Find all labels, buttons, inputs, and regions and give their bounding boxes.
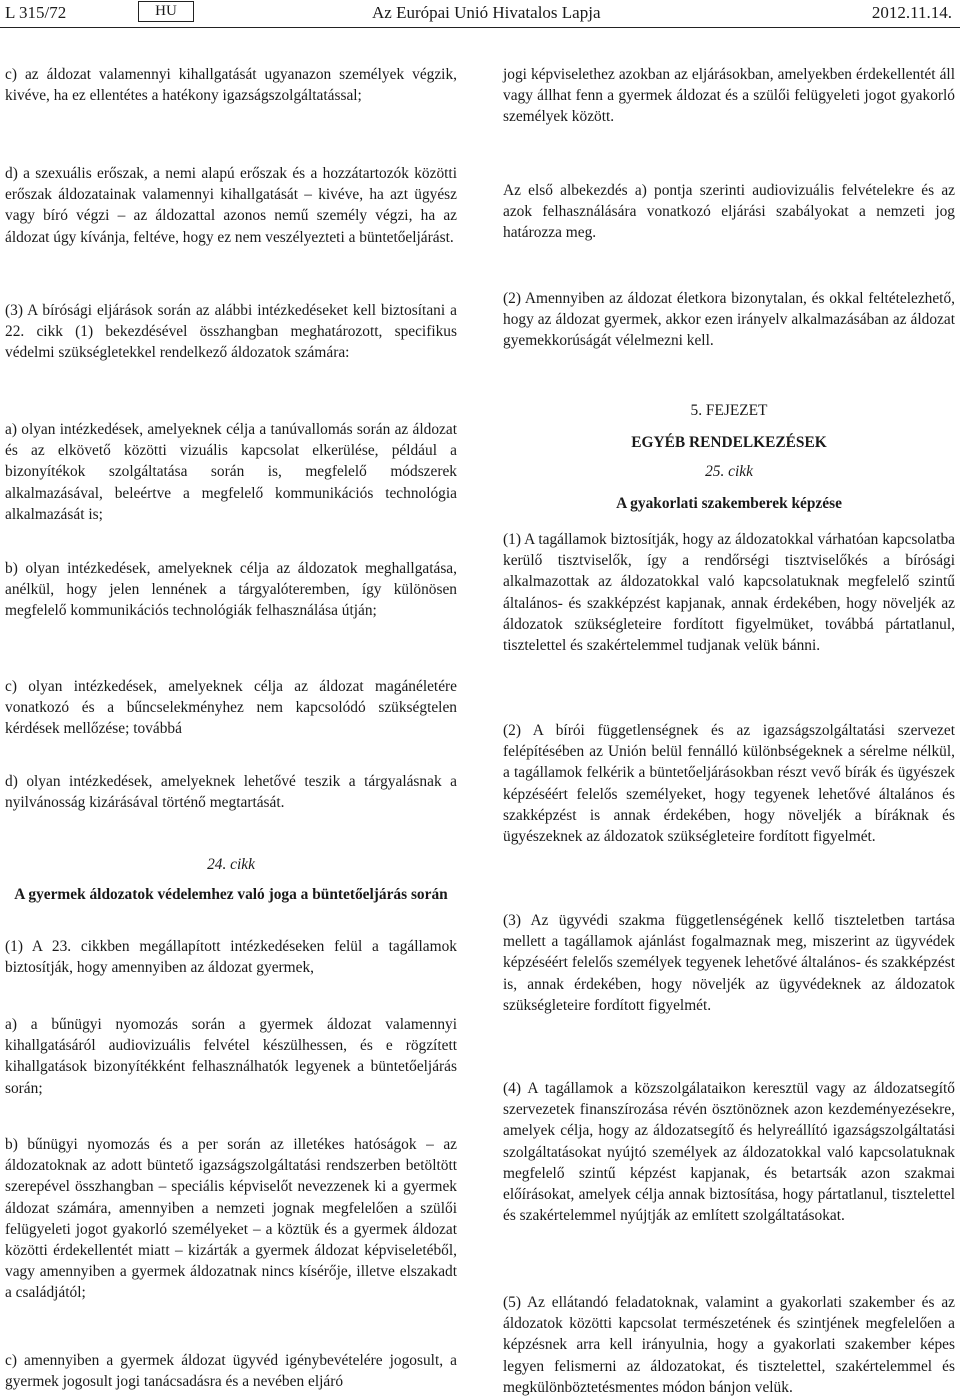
article-number: 24. cikk (207, 856, 255, 873)
header-rule (0, 27, 960, 28)
paragraph: (3) Az ügyvédi szakma függetlenségének kellő tiszteletben tartása mellett a tagállamok ajánlást fogalmaznak meg, miszerint az ügyvédek képzéséért felelős személyek tegyenek lehetővé általános- és szakképzést is, annak érdekében, hogy növeljék az ügyvédeknek az áldozatok szükségleteire fordított figyelmét. (503, 912, 955, 1014)
paragraph: d) olyan intézkedések, amelyeknek lehetővé teszik a tárgyalásnak a nyilvánosság kizárásával történő megtartását. (5, 773, 457, 812)
paragraph: c) amennyiben a gyermek áldozat ügyvéd igénybevételére jogosult, a gyermek jogosult jogi tanácsadásra és a nevében eljáró (5, 1352, 457, 1391)
chapter-title: EGYÉB RENDELKEZÉSEK (631, 434, 827, 451)
language-code-box: HU (138, 1, 194, 22)
article-number: 25. cikk (705, 463, 753, 480)
paragraph: a) olyan intézkedések, amelyeknek célja a tanúvallomás során az áldozat és az elkövető közötti vizuális kapcsolat elkerülése, például a bizonyítékok szolgáltatása során is, megfelelő módszerek alkalmazásával, beleértve a megfelelő kommunikációs technológia alkalmazását is; (5, 421, 457, 523)
paragraph: (2) A bírói függetlenségnek és az igazságszolgáltatási szervezet felépítésében az Unión belül fennálló különbségeknek a sérelme nélkül, a tagállamok felkérik a büntetőeljárásokban részt vevő bírák és ügyészek képzéséért felelős személyeket, hogy tegyenek lehetővé általános és szakképzést is annak érdekében, hogy növeljék a bíráknak és ügyészeknek az áldozatok szükségleteire fordított figyelmét. (503, 722, 955, 846)
page-reference: L 315/72 (5, 3, 67, 22)
journal-title: Az Európai Unió Hivatalos Lapja (372, 3, 601, 22)
paragraph: (1) A 23. cikkben megállapított intézkedéseken felül a tagállamok biztosítják, hogy amennyiben az áldozat gyermek, (5, 938, 457, 977)
paragraph: (2) Amennyiben az áldozat életkora bizonytalan, és okkal feltételezhető, hogy az áldozat gyermek, akkor ezen irányelv alkalmazásában az áldozat gyemekkorúságát vélelmezni kell. (503, 290, 955, 350)
paragraph: (4) A tagállamok a közszolgálataikon keresztül vagy az áldozatsegítő szervezetek finanszírozása révén ösztönöznek azon kezdeményezésekre, amelyek célja, hogy az áldozatsegítő és helyreállító igazságszolgáltatási szolgáltatásokat nyújtó személyek az áldozatokkal való kapcsolatuknak megfelelő szintű képzést kapjanak, és betartsák azon szakmai előírásokat, amelyek célja annak biztosítása, hogy pártatlanul, tisztelettel és szakértelemmel nyújtják az említett szolgáltatásokat. (503, 1080, 955, 1225)
paragraph: (1) A tagállamok biztosítják, hogy az áldozatokkal várhatóan kapcsolatba kerülő tisztviselők, így a rendőrségi tisztviselőkés a bírósági alkalmazottak az áldozatokkal való kapcsolatuknak megfelelő szintű általános- és szakképzést kapjanak, annak érdekében, hogy növeljék az áldozatok szükségleteire fordított figyelmüket, továbbá pártatlanul, tisztelettel és szakértelemmel tudjanak velük bánni. (503, 531, 955, 655)
paragraph: b) olyan intézkedések, amelyeknek célja az áldozatok meghallgatása, anélkül, hogy jelen lennének a tárgyalóteremben, így különösen megfelelő kommunikációs technológiák felhasználása útján; (5, 560, 457, 620)
chapter-number: 5. FEJEZET (690, 402, 768, 419)
paragraph: d) a szexuális erőszak, a nemi alapú erőszak és a hozzátartozók közötti erőszak áldozatainak valamennyi kihallgatását – kivéve, ha azt ügyész vagy bíró végzi – az áldozattal azonos nemű személy végzi, ha az áldozat úgy kívánja, feltéve, hogy ez nem veszélyezteti a büntetőeljárást. (5, 165, 457, 246)
paragraph: (5) Az ellátandó feladatoknak, valamint a gyakorlati szakember és az áldozatok közötti kapcsolat természetének és szintjének megfelelően a képzésnek arra kell irányulnia, hogy a gyakorlati szakember képes legyen felismerni az áldozatokat, és tisztelettel, szakértelemmel és megkülönböztetésmentes módon bánjon velük. (503, 1294, 955, 1396)
paragraph: (3) A bírósági eljárások során az alábbi intézkedéseket kell biztosítani a 22. cikk (1) bekezdésével összhangban meghatározott, specifikus védelmi szükségletekkel rendelkező áldozatok számára: (5, 302, 457, 362)
paragraph: Az első albekezdés a) pontja szerinti audiovizuális felvételekre és az azok felhasználására vonatkozó eljárási szabályokat a nemzeti jog határozza meg. (503, 182, 955, 242)
publication-date: 2012.11.14. (871, 3, 952, 22)
page-header (0, 0, 960, 26)
article-title: A gyakorlati szakemberek képzése (616, 495, 842, 512)
article-title: A gyermek áldozatok védelemhez való joga a büntetőeljárás során (14, 886, 448, 903)
paragraph: b) bűnügyi nyomozás és a per során az illetékes hatóságok – az áldozatoknak az adott büntető igazságszolgáltatási rendszerben betöltött szerepével összhangban – speciális képviselőt nevezzenek ki a gyermek áldozat számára, amennyiben a nemzeti jognak megfelelően a szülői felügyeleti jogot gyakorló személyeket – a köztük és a gyermek áldozat közötti érdekellentét miatt – kizárták a gyermek áldozat képviseletéből, vagy amennyiben a gyermek áldozatnak nincs kísérője, illetve elszakadt a családjától; (5, 1136, 457, 1302)
paragraph: c) olyan intézkedések, amelyeknek célja az áldozat magánéletére vonatkozó és a bűncselekményhez nem kapcsolódó szükségtelen kérdések mellőzése; továbbá (5, 678, 457, 738)
paragraph: a) a bűnügyi nyomozás során a gyermek áldozat valamennyi kihallgatásáról audiovizuális felvétel készülhessen, és e rögzített kihallgatások bizonyítékként felhasználhatók legyenek a büntetőeljárás során; (5, 1016, 457, 1097)
paragraph: jogi képviselethez azokban az eljárásokban, amelyekben érdekellentét áll vagy állhat fenn a gyermek áldozat és a szülői felügyeleti jogot gyakorló személyek között. (503, 66, 955, 126)
paragraph: c) az áldozat valamennyi kihallgatását ugyanazon személyek végzik, kivéve, ha ez ellentétes a hatékony igazságszolgáltatással; (5, 66, 457, 105)
